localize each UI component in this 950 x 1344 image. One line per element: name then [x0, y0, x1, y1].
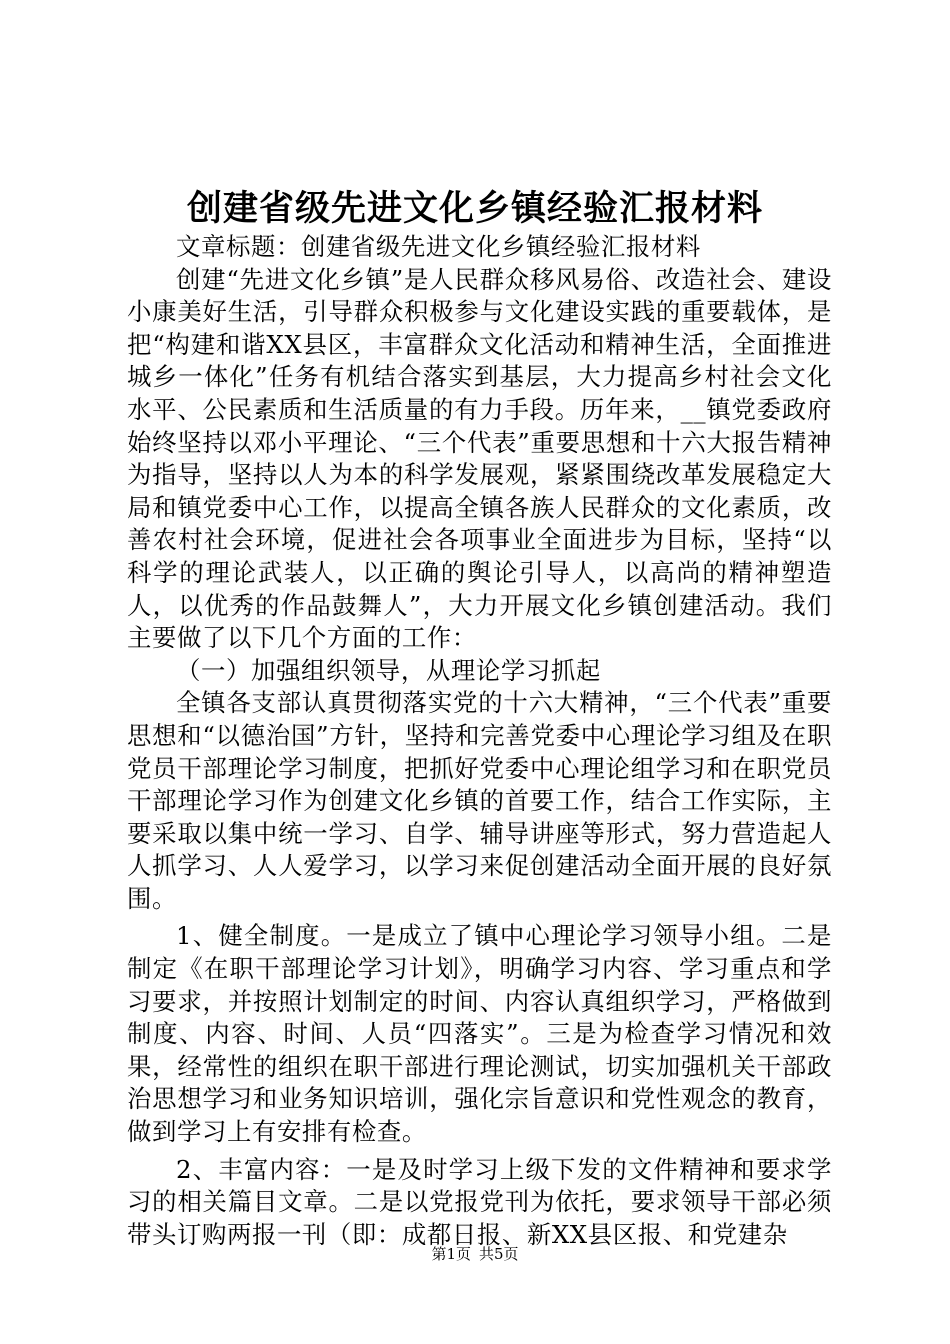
- page-footer: [0, 1244, 950, 1264]
- document-body: [127, 231, 832, 1251]
- paragraph-intro: 创建“先进文化乡镇”是人民群众移风易俗、改造社会、建设小康美好生活，引导群众积极参与文化建设实践的重要载体，是把“构建和谐XX县区，丰富群众文化活动和精神生活，全面推进城乡一体化”任务有机结合落实到基层，大力提高乡村社会文化水平、公民素质和生活质量的有力手段。历年来，__镇党委政府始终坚持以邓小平理论、“三个代表”重要思想和十六大报告精神为指导，坚持以人为本的科学发展观，紧紧围绕改革发展稳定大局和镇党委中心工作，以提高全镇各族人民群众的文化素质，改善农村社会环境，促进社会各项事业全面进步为目标，坚持“以科学的理论武装人，以正确的舆论引导人，以高尚的精神塑造人，以优秀的作品鼓舞人”，大力开展文化乡镇创建活动。我们主要做了以下几个方面的工作：: [127, 264, 832, 653]
- page-total: 共5页: [479, 1245, 519, 1263]
- section-heading-1: （一）加强组织领导，从理论学习抓起: [176, 655, 601, 685]
- page-number: 第1页: [431, 1245, 471, 1263]
- article-title-line: 文章标题：创建省级先进文化乡镇经验汇报材料: [176, 232, 701, 261]
- document-title: 创建省级先进文化乡镇经验汇报材料: [186, 188, 763, 229]
- paragraph-section-1: 全镇各支部认真贯彻落实党的十六大精神，“三个代表”重要思想和“以德治国”方针，坚持和完善党委中心理论学习组及在职党员干部理论学习制度，把抓好党委中心理论组学习和在职党员干部理论学习作为创建文化乡镇的首要工作，结合工作实际，主要采取以集中统一学习、自学、辅导讲座等形式，努力营造起人人抓学习、人人爱学习，以学习来促创建活动全面开展的良好氛围。: [127, 688, 832, 913]
- paragraph-item-1: 1、健全制度。一是成立了镇中心理论学习领导小组。二是制定《在职干部理论学习计划》，明确学习内容、学习重点和学习要求，并按照计划制定的时间、内容认真组织学习，严格做到制度、内容、时间、人员“四落实”。三是为检查学习情况和效果，经常性的组织在职干部进行理论测试，切实加强机关干部政治思想学习和业务知识培训，强化宗旨意识和党性观念的教育，做到学习上有安排有检查。: [127, 921, 832, 1147]
- paragraph-item-2: 2、丰富内容：一是及时学习上级下发的文件精神和要求学习的相关篇目文章。二是以党报党刊为依托，要求领导干部必须带头订购两报一刊（即：成都日报、新XX县区报、和党建杂: [127, 1154, 832, 1249]
